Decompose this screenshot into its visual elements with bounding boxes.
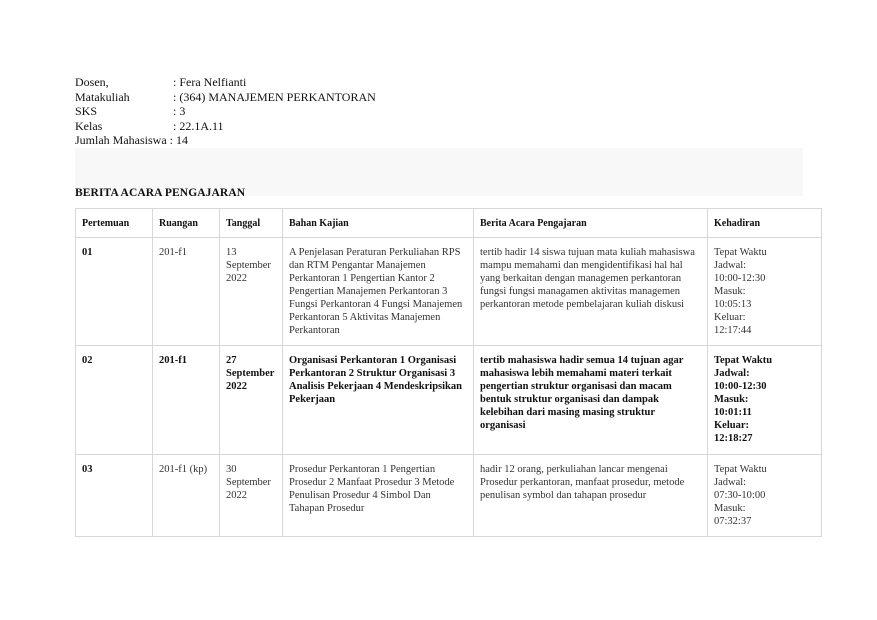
course-info: [75, 75, 376, 148]
matakuliah-value: : (364) MANAJEMEN PERKANTORAN: [173, 89, 376, 104]
col-header-kehadiran: Kehadiran: [708, 209, 822, 238]
cell-ruangan: 201-f1 (kp): [153, 455, 220, 537]
kehadiran-status: Tepat Waktu: [714, 355, 773, 366]
kelas-label: Kelas: [75, 118, 103, 133]
kehadiran-keluar-label: Keluar:: [714, 312, 746, 323]
kelas-value: : 22.1A.11: [173, 118, 224, 133]
cell-tanggal: 27 September 2022: [220, 346, 283, 455]
kehadiran-keluar-value: 12:17:44: [714, 325, 752, 336]
cell-berita-acara: hadir 12 orang, perkuliahan lancar mengenai Prosedur perkantoran, manfaat prosedur, metode penulisan symbol dan tahapan prosedur: [474, 455, 708, 537]
matakuliah-label: Matakuliah: [75, 89, 130, 104]
kehadiran-keluar-label: Keluar:: [714, 420, 749, 431]
kehadiran-status: Tepat Waktu: [714, 464, 767, 475]
info-row-dosen: [75, 75, 376, 90]
jumlah-mahasiswa-value: : 14: [169, 133, 188, 147]
cell-kehadiran: [708, 238, 822, 346]
kehadiran-status: Tepat Waktu: [714, 247, 767, 258]
cell-tanggal: 13 September 2022: [220, 238, 283, 346]
cell-pertemuan: 02: [76, 346, 153, 455]
kehadiran-jadwal-label: Jadwal:: [714, 368, 750, 379]
section-title: BERITA ACARA PENGAJARAN: [75, 187, 246, 199]
cell-kehadiran: [708, 455, 822, 537]
kehadiran-masuk-value: 07:32:37: [714, 516, 752, 527]
cell-pertemuan: 01: [76, 238, 153, 346]
col-header-pertemuan: Pertemuan: [76, 209, 153, 238]
cell-bahan-kajian: A Penjelasan Peraturan Perkuliahan RPS dan RTM Pengantar Manajemen Perkantoran 1 Pengertian Kantor 2 Pengertian Manajemen Perkantoran 3 Fungsi Perkantoran 4 Fungsi Manajemen Perkantoran 5 Aktivitas Manajemen Perkantoran: [283, 238, 474, 346]
cell-tanggal: 30 September 2022: [220, 455, 283, 537]
jumlah-mahasiswa-label: Jumlah Mahasiswa: [75, 133, 167, 147]
cell-bahan-kajian: Prosedur Perkantoran 1 Pengertian Prosedur 2 Manfaat Prosedur 3 Metode Penulisan Prosedur 4 Simbol Dan Tahapan Prosedur: [283, 455, 474, 537]
kehadiran-jadwal-label: Jadwal:: [714, 260, 747, 271]
info-row-kelas: [75, 119, 376, 134]
col-header-ruangan: Ruangan: [153, 209, 220, 238]
cell-berita-acara: tertib mahasiswa hadir semua 14 tujuan agar mahasiswa lebih memahami materi terkait pengertian struktur organisasi dan macam bentuk struktur organisasi dan dampak kelebihan dari masing masing struktur organisasi: [474, 346, 708, 455]
kehadiran-masuk-label: Masuk:: [714, 286, 746, 297]
cell-berita-acara: tertib hadir 14 siswa tujuan mata kuliah mahasiswa mampu memahami dan mengidentifikasi hal hal yang berkaitan dengan managemen perkantoran fungsi fungsi managamen aktivitas managemen perkantoran metode pembelajaran kuliah diskusi: [474, 238, 708, 346]
kehadiran-masuk-label: Masuk:: [714, 503, 746, 514]
sks-label: SKS: [75, 104, 98, 118]
kehadiran-masuk-value: 10:05:13: [714, 299, 752, 310]
cell-ruangan: 201-f1: [153, 346, 220, 455]
teaching-record-table: [75, 208, 822, 537]
kehadiran-jadwal-value: 10:00-12:30: [714, 273, 766, 284]
kehadiran-jadwal-value: 07:30-10:00: [714, 490, 766, 501]
dosen-value: : Fera Nelfianti: [173, 75, 247, 89]
cell-kehadiran: [708, 346, 822, 455]
cell-pertemuan: 03: [76, 455, 153, 537]
table-row: [76, 346, 822, 455]
kehadiran-keluar-value: 12:18:27: [714, 433, 753, 444]
dosen-label: Dosen,: [75, 75, 109, 89]
kehadiran-masuk-label: Masuk:: [714, 394, 749, 405]
col-header-berita-acara: Berita Acara Pengajaran: [474, 209, 708, 238]
kehadiran-masuk-value: 10:01:11: [714, 407, 752, 418]
info-row-sks: [75, 104, 376, 119]
kehadiran-jadwal-label: Jadwal:: [714, 477, 747, 488]
table-row: [76, 238, 822, 346]
sks-value: : 3: [173, 104, 186, 118]
table-header-row: [76, 209, 822, 238]
table-row: [76, 455, 822, 537]
info-row-jumlah: [75, 133, 376, 148]
cell-ruangan: 201-f1: [153, 238, 220, 346]
col-header-tanggal: Tanggal: [220, 209, 283, 238]
teaching-record-table-wrapper: [75, 208, 821, 537]
info-row-matakuliah: [75, 90, 376, 105]
kehadiran-jadwal-value: 10:00-12:30: [714, 381, 767, 392]
cell-bahan-kajian: Organisasi Perkantoran 1 Organisasi Perkantoran 2 Struktur Organisasi 3 Analisis Pekerjaan 4 Mendeskripsikan Pekerjaan: [283, 346, 474, 455]
col-header-bahan-kajian: Bahan Kajian: [283, 209, 474, 238]
